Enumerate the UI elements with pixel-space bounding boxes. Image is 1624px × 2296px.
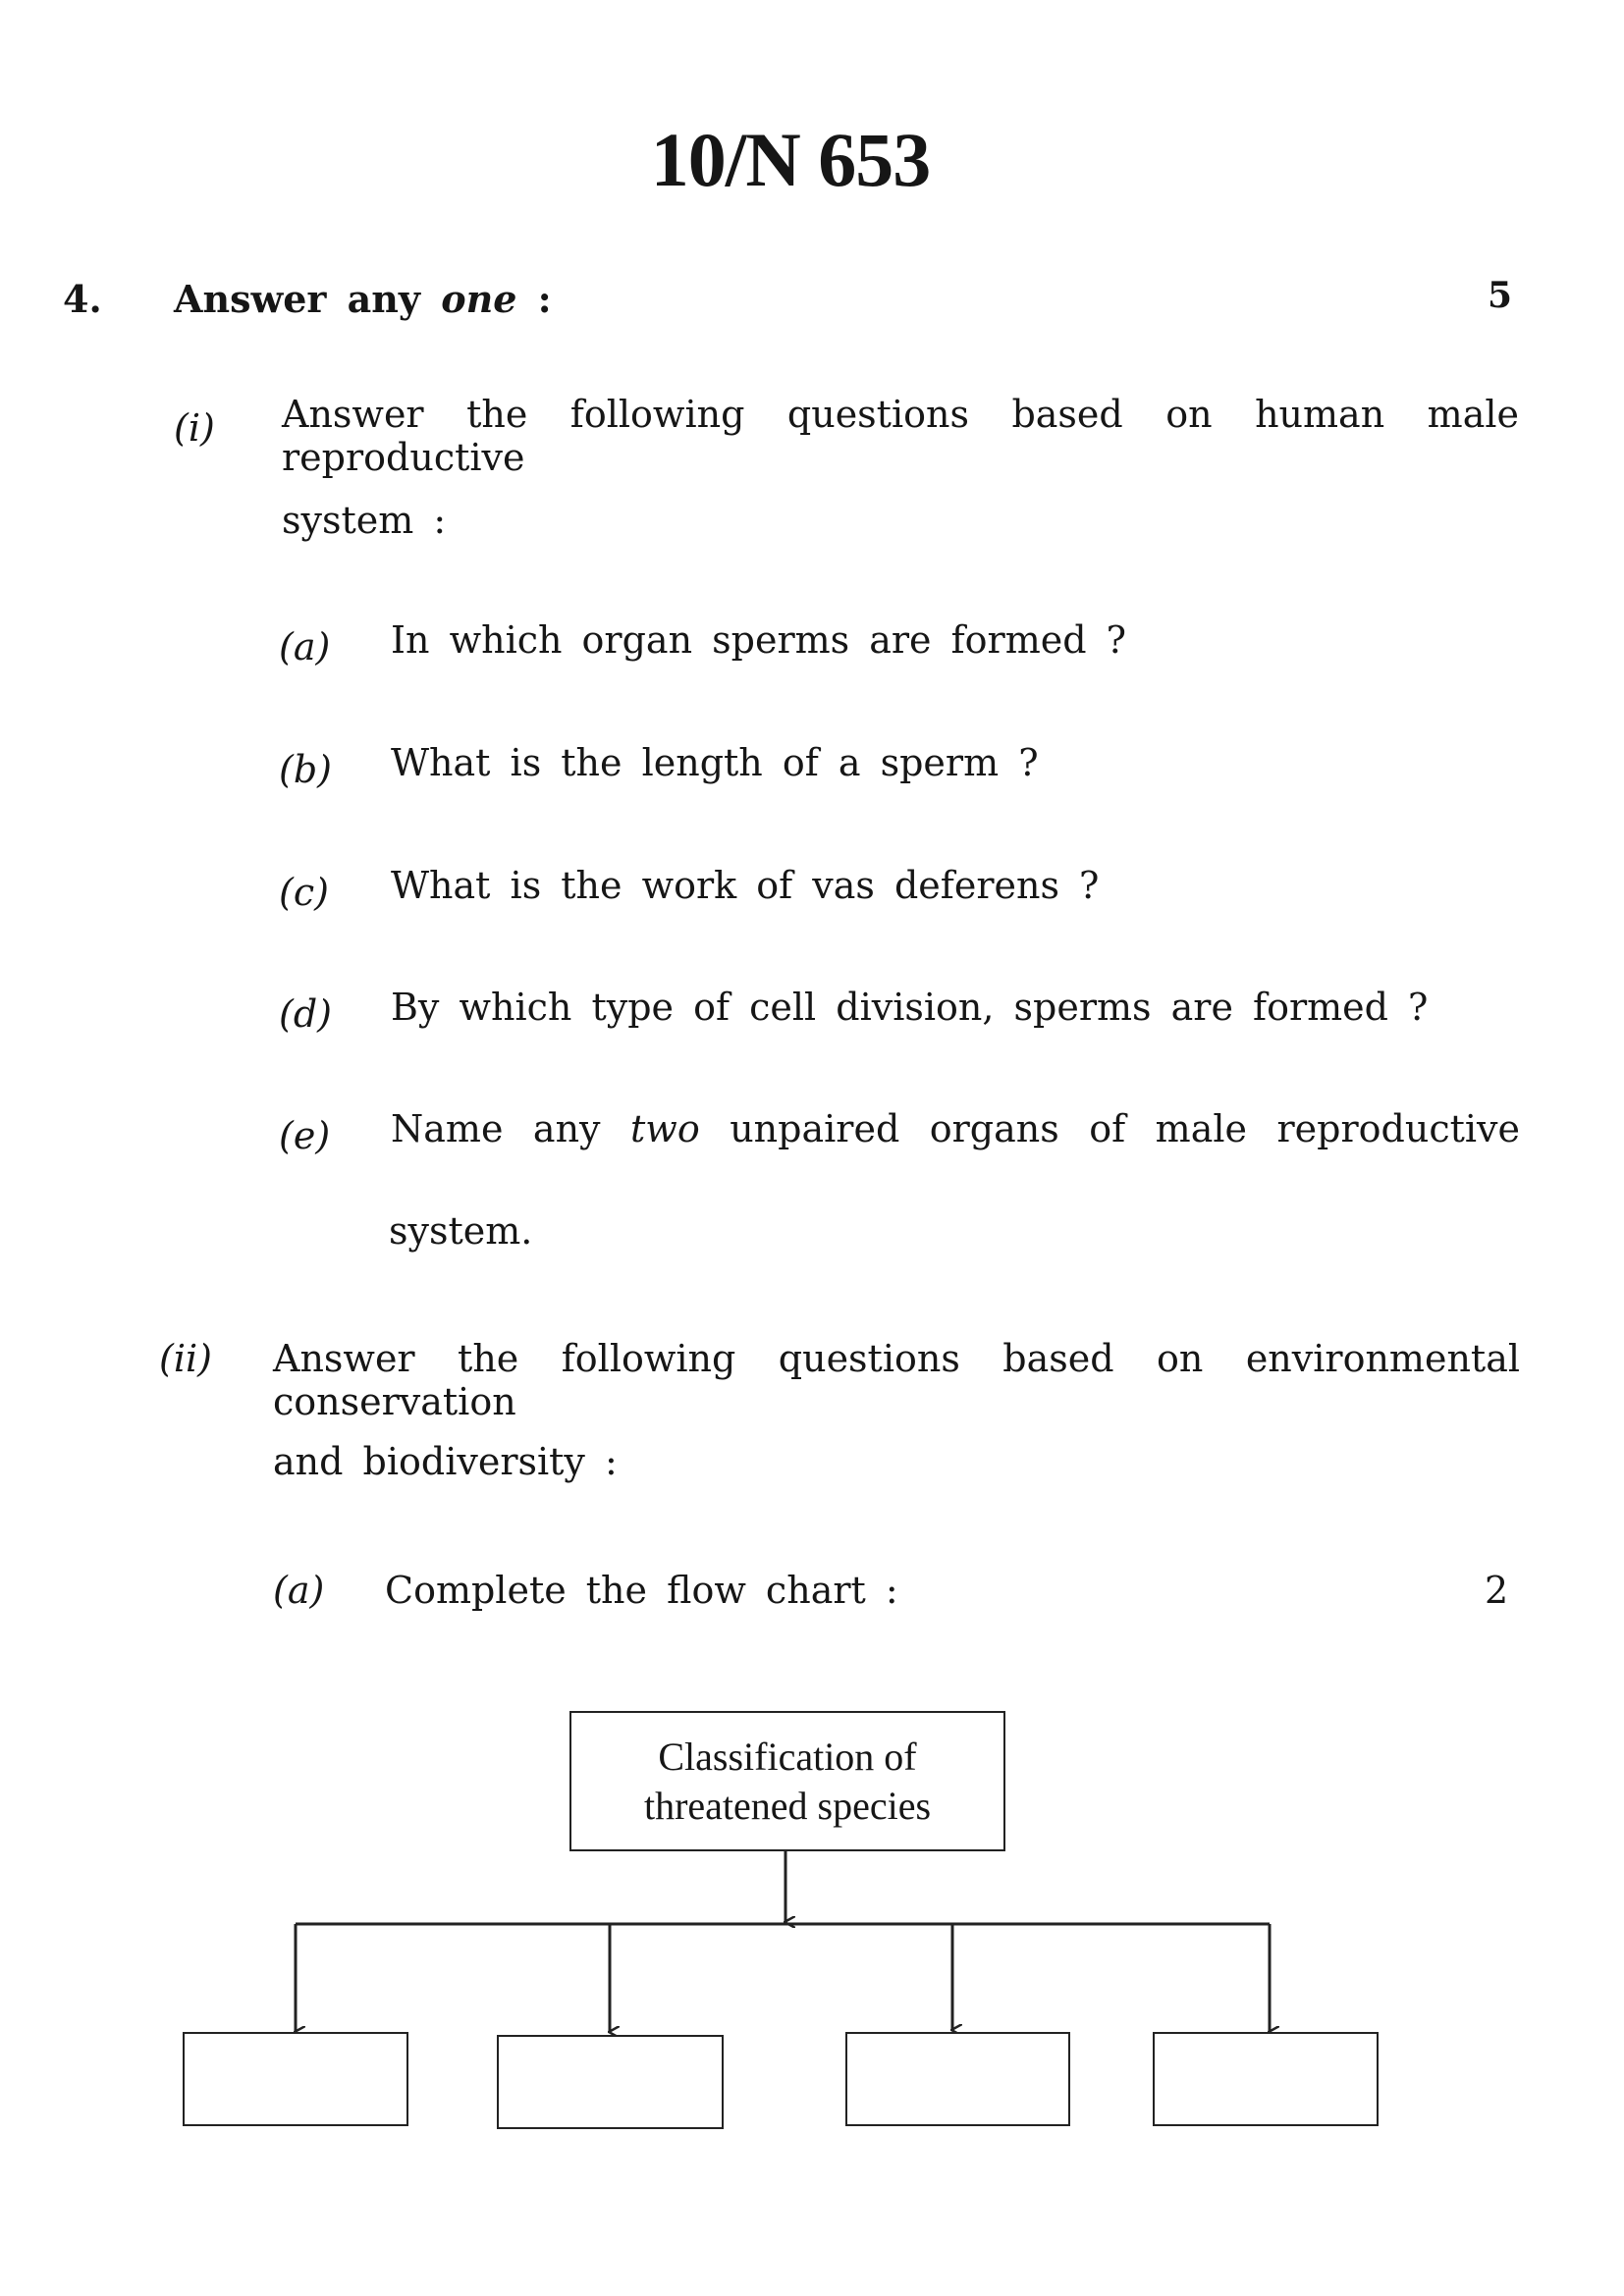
item-c-text: What is the work of vas deferens ?: [391, 864, 1100, 907]
part-i-label: (i): [174, 406, 215, 450]
item-e-text-line2: system.: [389, 1209, 533, 1253]
flow-chart-blank-box-2: [497, 2035, 724, 2129]
part-ii-item-a-marks: 2: [1485, 1569, 1509, 1612]
part-i-stem-line1: Answer the following questions based on human male reproductive: [282, 393, 1519, 479]
question-number: 4.: [63, 277, 102, 321]
flow-chart-blank-box-3: [845, 2032, 1070, 2126]
part-ii-stem-line2: and biodiversity :: [273, 1440, 618, 1483]
instruction-prefix: Answer any: [174, 277, 420, 321]
part-ii-item-a-label: (a): [273, 1569, 325, 1612]
flow-chart-root-text: [644, 1733, 931, 1831]
root-line-2: threatened species: [643, 1783, 932, 1828]
item-b-text: What is the length of a sperm ?: [391, 741, 1039, 784]
item-c-label: (c): [279, 871, 329, 914]
item-a-text: In which organ sperms are formed ?: [391, 618, 1127, 662]
paper-code: 10/N 653: [650, 117, 931, 202]
item-d-label: (d): [279, 992, 332, 1036]
instruction-emphasis: one: [441, 277, 517, 321]
item-e-label: (e): [279, 1114, 331, 1157]
item-a-label: (a): [279, 625, 331, 668]
flow-chart-blank-box-4: [1153, 2032, 1379, 2126]
flow-chart-root-box: [569, 1711, 1005, 1851]
item-e-text-post: unpaired organs of male reproductive: [730, 1107, 1520, 1150]
part-ii-item-a-text: Complete the flow chart :: [385, 1569, 898, 1612]
item-b-label: (b): [279, 748, 332, 791]
question-marks: 5: [1488, 275, 1513, 316]
item-e-text-emphasis: two: [630, 1107, 700, 1150]
root-line-1: Classification of: [658, 1734, 917, 1779]
part-i-stem-line2: system :: [282, 499, 447, 542]
part-ii-stem-line1: Answer the following questions based on environmental conservation: [273, 1337, 1520, 1423]
flow-chart-blank-box-1: [183, 2032, 408, 2126]
item-d-text: By which type of cell division, sperms are formed ?: [391, 986, 1429, 1029]
instruction-suffix: :: [537, 277, 552, 321]
part-ii-label: (ii): [159, 1337, 212, 1380]
item-e-text-pre: Name any: [391, 1107, 601, 1150]
